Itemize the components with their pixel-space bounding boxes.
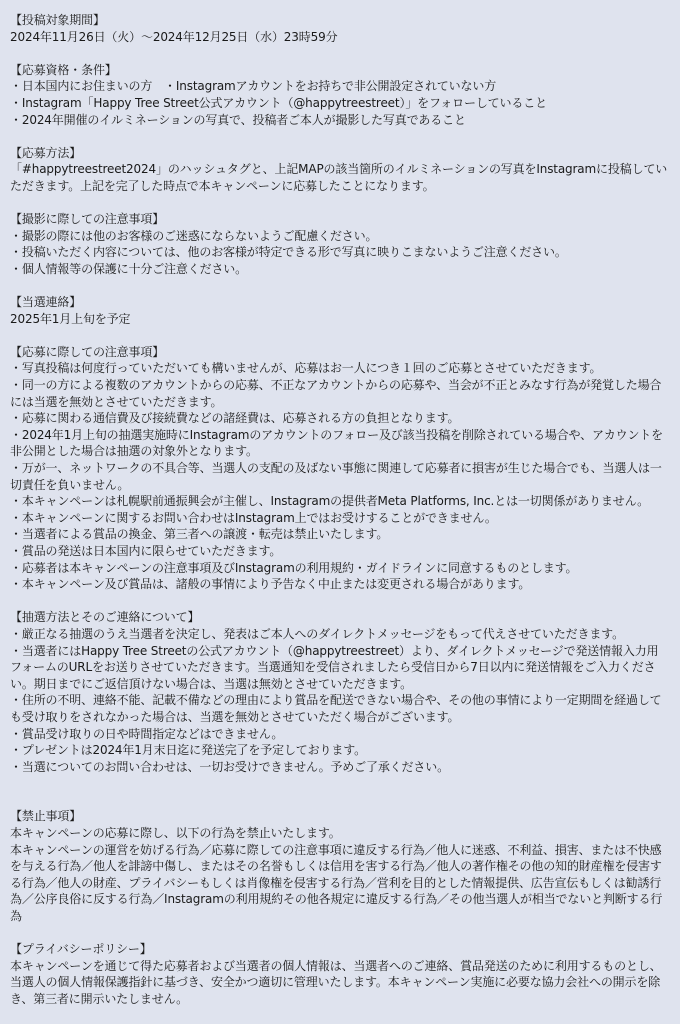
section-line: ・日本国内にお住まいの方 ・Instagramアカウントをお持ちで非公開設定されていない方 xyxy=(10,79,497,94)
section-privacy xyxy=(10,941,670,1007)
section-line: ・Instagram「Happy Tree Street公式アカウント（@happytreestreet）」をフォローしていること xyxy=(10,95,547,110)
section-line: ・個人情報等の保護に十分ご注意ください。 xyxy=(10,261,248,276)
section-title-shooting: 【撮影に際しての注意事項】 xyxy=(10,212,165,227)
section-line: ・応募に関わる通信費及び接続費などの諸経費は、応募される方の負担となります。 xyxy=(10,411,460,426)
section-title-entry-notes: 【応募に際しての注意事項】 xyxy=(10,344,165,359)
section-line: ・撮影の際には他のお客様のご迷惑にならないようご配慮ください。 xyxy=(10,228,378,243)
section-lottery xyxy=(10,609,670,775)
section-eligibility xyxy=(10,62,670,128)
section-line: ・賞品受け取りの日や時間指定などはできません。 xyxy=(10,726,284,741)
section-line: ・万が一、ネットワークの不具合等、当選人の支配の及ばない事態に関連して応募者に損害が生じた場合でも、当選人は一切責任を負いません。 xyxy=(10,461,662,492)
section-title-notice: 【当選連絡】 xyxy=(10,295,82,310)
section-title-privacy: 【プライバシーポリシー】 xyxy=(10,942,152,957)
section-line: ・当選者による賞品の換金、第三者への譲渡・転売は禁止いたします。 xyxy=(10,527,389,542)
section-line: ・住所の不明、連絡不能、記載不備などの理由により賞品を配送できない場合や、その他の事情により一定期間を経過しても受け取りをされなかった場合は、当選を無効とさせていただく場合がございます。 xyxy=(10,693,662,724)
section-line: ・本キャンペーンに関するお問い合わせはInstagram上ではお受けすることができません。 xyxy=(10,510,497,525)
section-line: ・当選者にはHappy Tree Streetの公式アカウント（@happytreestreet）より、ダイレクトメッセージで発送情報入力用フォームのURLをお送りさせていただきます。当選通知を受信されましたら受信日から7日以内に発送情報をご入力ください。期日までにご返信頂けない場合は、当選は無効とさせていただきます。 xyxy=(10,643,659,691)
section-line: ・当選についてのお問い合わせは、一切お受けできません。予めご了承ください。 xyxy=(10,759,449,774)
section-line: 本キャンペーンの応募に際し、以下の行為を禁止いたします。 xyxy=(10,825,341,840)
section-line: 2025年1月上旬を予定 xyxy=(10,311,131,326)
section-line: ・本キャンペーンは札幌駅前通振興会が主催し、Instagramの提供者Meta Platforms, Inc.とは一切関係がありません。 xyxy=(10,494,649,509)
section-line: ・厳正なる抽選のうえ当選者を決定し、発表はご本人へのダイレクトメッセージをもって代えさせていただきます。 xyxy=(10,626,624,641)
section-line: ・本キャンペーン及び賞品は、諸般の事情により予告なく中止または変更される場合があります。 xyxy=(10,577,531,592)
section-line: 本キャンペーンの運営を妨げる行為／応募に際しての注意事項に違反する行為／他人に迷惑、不利益、損害、または不快感を与える行為／他人を誹謗中傷し、またはその名誉もしくは信用を害する行為／他人の著作権その他の知的財産権を侵害する行為／他人の財産、プライバシーもしくは肖像権を侵害する行為／営利を目的とした情報提供、広告宣伝もしくは勧誘行為／公序良俗に反する行為／Instagramの利用規約その他各規定に違反する行為／その他当選人が相当でないと判断する行為 xyxy=(10,842,663,923)
section-notice xyxy=(10,294,670,327)
section-entry-notes xyxy=(10,344,670,593)
section-line: ・2024年1月上旬の抽選実施時にInstagramのアカウントのフォロー及び該当投稿を削除されている場合や、アカウントを非公開とした場合は抽選の対象外となります。 xyxy=(10,427,663,459)
section-title-eligibility: 【応募資格・条件】 xyxy=(10,62,117,77)
section-title-method: 【応募方法】 xyxy=(10,145,82,160)
section-line: ・写真投稿は何度行っていただいても構いませんが、応募はお一人につき１回のご応募とさせていただきます。 xyxy=(10,361,602,376)
section-line: ・同一の方による複数のアカウントからの応募、不正なアカウントからの応募や、当会が不正とみなす行為が発覚した場合には当選を無効とさせていただきます。 xyxy=(10,378,662,409)
section-title-lottery: 【抽選方法とそのご連絡について】 xyxy=(10,610,200,625)
section-title-period: 【投稿対象期間】 xyxy=(10,13,105,27)
section-line: ・応募者は本キャンペーンの注意事項及びInstagramの利用規約・ガイドラインに同意するものとします。 xyxy=(10,560,578,575)
section-line: ・プレゼントは2024年1月末日迄に発送完了を予定しております。 xyxy=(10,743,366,758)
section-line: 本キャンペーンを通じて得た応募者および当選者の個人情報は、当選者へのご連絡、賞品発送のために利用するものとし、当選人の個人情報保護指針に基づき、安全かつ適切に管理いたします。本キャンペーン実施に必要な協力会社への開示を除き、第三者に開示いたしません。 xyxy=(10,958,662,1006)
section-line: 2024年11月26日（火）〜2024年12月25日（水）23時59分 xyxy=(10,29,338,44)
section-method xyxy=(10,145,670,195)
section-period xyxy=(10,12,670,45)
section-line: ・賞品の発送は日本国内に限らせていただきます。 xyxy=(10,544,282,558)
section-prohibited xyxy=(10,808,670,924)
section-shooting xyxy=(10,211,670,277)
section-line: 「#happytreestreet2024」のハッシュタグと、上記MAPの該当箇所のイルミネーションの写真をInstagramに投稿していただきます。上記を完了した時点で本キャンペーンに応募したことになります。 xyxy=(10,162,668,193)
section-title-prohibited: 【禁止事項】 xyxy=(10,809,82,824)
section-line: ・投稿いただく内容については、他のお客様が特定できる形で写真に映りこまないようご注意ください。 xyxy=(10,245,567,260)
section-line: ・2024年開催のイルミネーションの写真で、投稿者ご本人が撮影した写真であること xyxy=(10,112,466,127)
